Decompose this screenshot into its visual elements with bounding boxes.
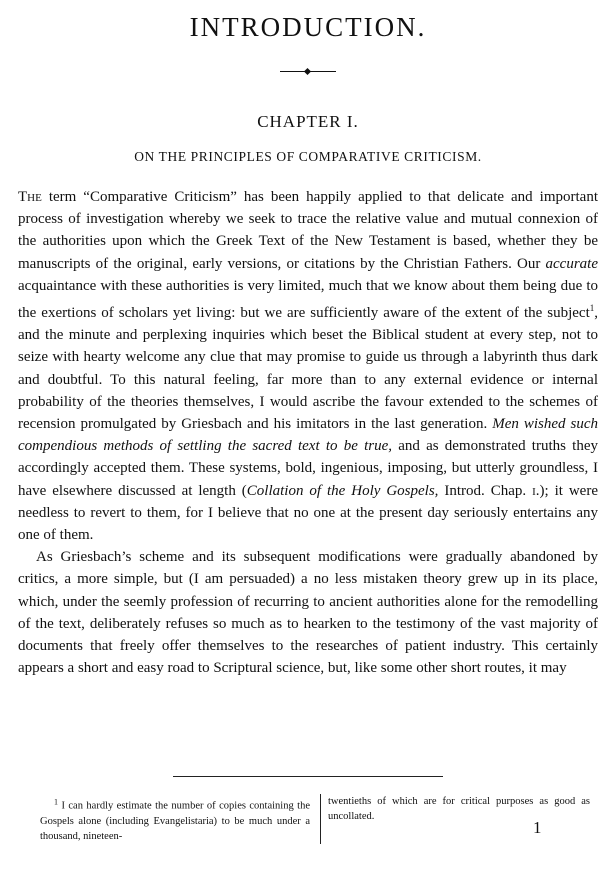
paragraph-1 <box>18 186 598 546</box>
chapter-subtitle: ON THE PRINCIPLES OF COMPARATIVE CRITICISM. <box>134 149 482 164</box>
footnote-column-right: twentieths of which are for critical purposes as good as uncollated. <box>328 796 590 822</box>
paragraph-2: As Griesbach’s scheme and its subsequent modifications were gradually abandoned by critics, a more simple, but (I am persuaded) a no less mistaken theory grew up in its place, which, under the seemly profession of recurring to ancient authorities alone for the remodelling of the text, deliberately refuses so much as to hearken to the testimony of the vast majority of documents that freely offer themselves to the researches of patient industry. This certainly appears a short and easy road to Scriptural science, but, like some other short routes, it may <box>18 549 598 677</box>
p1-text-6: ); it were needless to revert to them, for I believe that no one at the present day seriously entertains any one of them. <box>18 482 598 544</box>
footnote-divider <box>173 776 443 777</box>
footnote-column-left <box>40 794 321 844</box>
chapter-heading: CHAPTER I. <box>257 112 359 131</box>
p1-text-1: term “Comparative Criticism” has been happily applied to that delicate and important process of investigation whereby we seek to trace the relative value and mutual connexion of the authorities upon which the Greek Text of the New Testament is based, whether they be manuscripts of the original, early versions, or citations by the Christian Fathers. Our <box>18 189 598 272</box>
title-ornament <box>280 70 336 74</box>
p1-italic-quote: Men wished such compendious methods of settling the sacred text to be true, <box>18 416 598 455</box>
footnote-marker-number: 1 <box>54 797 58 806</box>
p1-text-3: , and the minute and perplexing inquiries which beset the Biblical student at every step, not to seize with hearty welcome any clue that may promise to guide us through a labyrinth thus dark and doubtful. To this natural feeling, far more than to any external evidence or internal probability of the theories themselves, I would ascribe the favour extended to the schemes of recension promulgated by Griesbach and his imitators in the last generation. <box>18 305 598 433</box>
p1-text-4: and as demonstrated truths they accordingly accepted them. These systems, bold, ingenious, imposing, but utterly groundless, I have elsewhere discussed at length ( <box>18 438 598 499</box>
p1-text-2: acquaintance with these authorities is very limited, much that we know about them being due to the exertions of scholars yet living: but we are sufficiently aware of the extent of the subject <box>18 277 598 322</box>
p1-emphasis-accurate: accurate <box>545 255 598 272</box>
page <box>18 0 598 876</box>
p1-chapter-number: i. <box>532 482 540 499</box>
p1-citation-title: Collation of the Holy Gospels, <box>246 482 439 499</box>
footnote-text-left: I can hardly estimate the number of copies containing the Gospels alone (including Evangelistaria) to be much under a thousand, nineteen- <box>40 800 310 842</box>
page-title: INTRODUCTION. <box>189 12 427 42</box>
ornament-diamond-icon <box>304 68 311 75</box>
footnote-marker <box>40 797 58 812</box>
p1-text-5: Introd. Chap. <box>438 482 533 499</box>
body-text <box>18 186 598 679</box>
footnote-reference[interactable]: 1 <box>589 303 595 314</box>
opening-word: The <box>18 189 42 205</box>
page-number: 1 <box>533 818 542 837</box>
